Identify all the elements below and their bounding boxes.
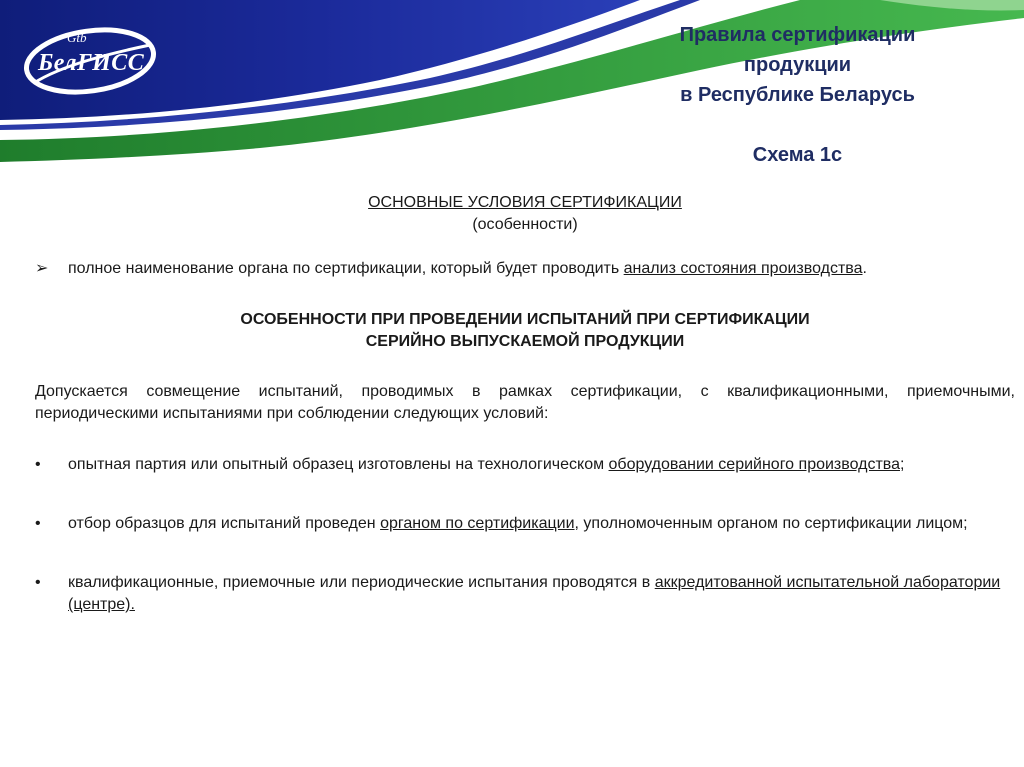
item-text-end: . (862, 260, 867, 277)
item-text: полное наименование органа по сертификации, который будет проводить (68, 260, 624, 277)
bullet-item-2 (35, 513, 1015, 535)
arrow-item-text (68, 258, 1015, 280)
section2-heading-line-1: ОСОБЕННОСТИ ПРИ ПРОВЕДЕНИИ ИСПЫТАНИЙ ПРИ СЕРТИФИКАЦИИ (240, 311, 810, 328)
title-line-3: в Республике Беларусь (680, 84, 915, 106)
bullet-text-before: опытная партия или опытный образец изготовлены на технологическом (68, 456, 609, 473)
underlined-term: анализ состояния производства (623, 260, 863, 277)
logo-text: БелГИСС (38, 50, 145, 76)
section2-heading (35, 309, 1015, 353)
bullet-text-before: отбор образцов для испытаний проведен (68, 515, 381, 532)
section1-heading: ОСНОВНЫЕ УСЛОВИЯ СЕРТИФИКАЦИИ (368, 194, 682, 211)
bullet-item-3 (35, 572, 1015, 616)
underlined-term: оборудовании серийного производства; (608, 456, 905, 473)
bullet-icon: • (35, 574, 41, 591)
bullet-item-1 (35, 454, 1015, 476)
section1-subheading: (особенности) (472, 216, 578, 233)
underlined-term: органом по сертификации (380, 515, 575, 532)
bullet-icon: • (35, 456, 41, 473)
arrow-list-item (35, 258, 1015, 280)
bullet-text-before: квалификационные, приемочные или периодические испытания проводятся в (68, 574, 655, 591)
slide-content (35, 192, 1015, 616)
bullet-text (68, 454, 1015, 476)
slide-title (600, 20, 995, 170)
section2-intro: Допускается совмещение испытаний, проводимых в рамках сертификации, с квалификационными, приемочными, периодическими испытаниями при соблюдении следующих условий: (35, 383, 1015, 422)
bullet-text (68, 572, 1015, 616)
logo-mark: Gtb (67, 30, 87, 45)
title-line-1: Правила сертификации (679, 24, 916, 46)
section2-heading-line-2: СЕРИЙНО ВЫПУСКАЕМОЙ ПРОДУКЦИИ (365, 333, 685, 350)
bullet-icon: • (35, 515, 41, 532)
bullet-text (68, 513, 1015, 535)
title-line-2: продукции (743, 54, 852, 76)
bullet-text-after: , уполномоченным органом по сертификации лицом; (574, 515, 968, 532)
underlined-term: аккредитованной испытательной лаборатории (центре). (68, 574, 1001, 613)
scheme-label: Схема 1с (752, 144, 843, 166)
arrow-bullet-icon: ➢ (35, 260, 49, 277)
